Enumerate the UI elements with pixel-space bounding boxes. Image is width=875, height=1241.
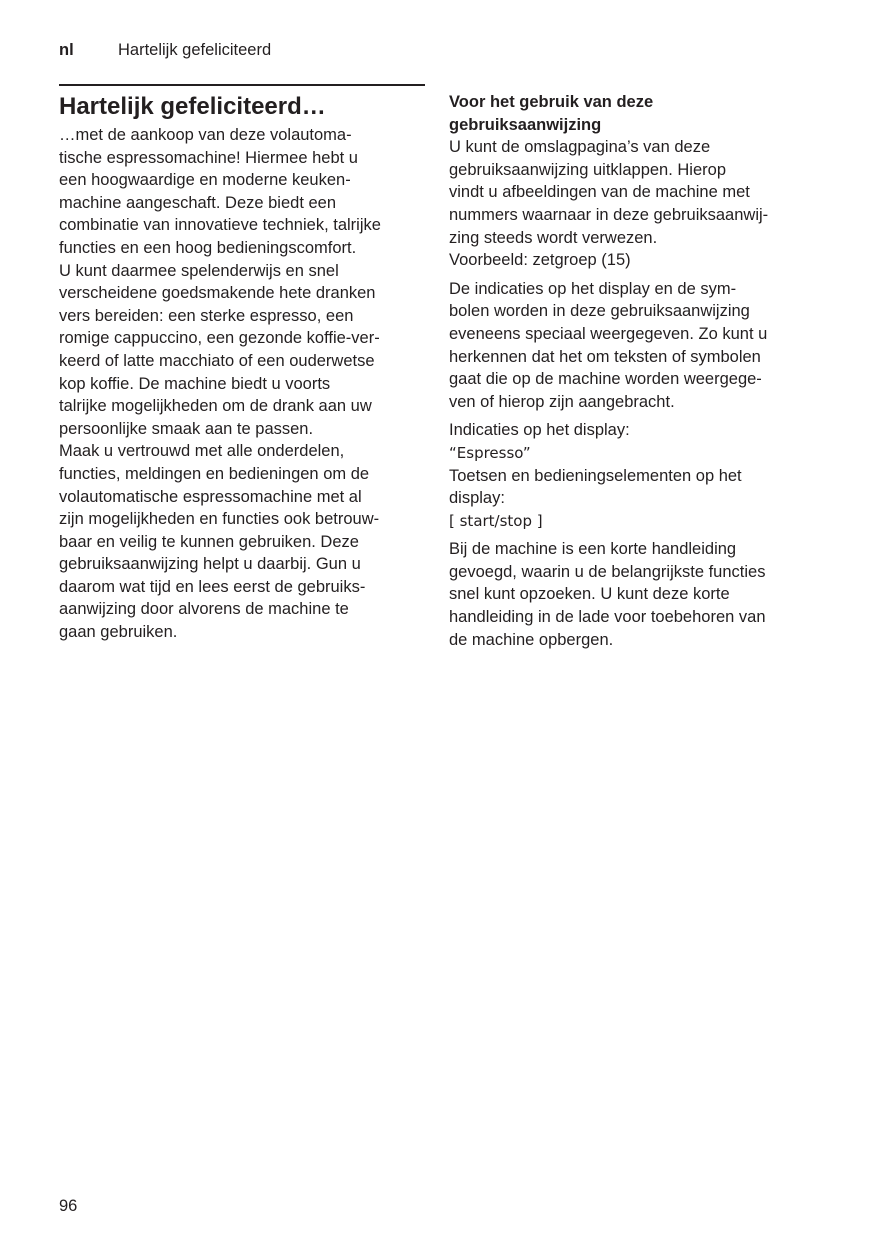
display-label: Indicaties op het display: xyxy=(449,421,630,440)
usage-paragraph: U kunt de omslagpagina’s van deze gebruiksaanwijzing uitklappen. Hierop vindt u afbeeldingen van de machine met nummers waarnaar in deze gebruiksaanwij- zing steeds wordt verwezen. Voorbeeld: zetgroep (15) xyxy=(449,138,769,270)
intro-paragraph: …met de aankoop van deze volautoma- tische espressomachine! Hiermee hebt u een hoogwaardige en moderne keuken- machine aangeschaft. Deze biedt een combinatie van innovatieve techniek, talrijke functies en een hoog bedieningscomfort. U kunt daarmee spelenderwijs en snel verscheidene goedsmakende hete dranken vers bereiden: een sterke espresso, een romige cappuccino, een gezonde koffie-ver- keerd of latte macchiato of een ouderwetse kop koffie. De machine biedt u voorts talrijke mogelijkheden om de drank aan uw persoonlijke smaak aan te passen. Maak u vertrouwd met alle onderdelen, functies, meldingen en bedieningen om de volautomatische espressomachine met al zijn mogelijkheden en functies ook betrouw- baar en veilig te kunnen gebruiken. Deze gebruiksaanwijzing helpt u daarbij. Gun u daarom wat tijd en lees eerst de gebruiks- aanwijzing door alvorens de machine te gaan gebruiken. xyxy=(59,126,381,642)
quick-guide-paragraph: Bij de machine is een korte handleiding gevoegd, waarin u de belangrijkste functies snel kunt opzoeken. U kunt deze korte handleiding in de lade voor toebehoren van de machine opbergen. xyxy=(449,540,766,649)
page-number: 96 xyxy=(59,1197,78,1215)
left-column xyxy=(59,84,425,644)
right-column xyxy=(449,91,821,651)
display-example: “Espresso” xyxy=(449,443,531,462)
subheading: Voor het gebruik van deze gebruiksaanwijzing xyxy=(449,93,654,134)
page-header xyxy=(59,40,271,60)
keys-example: [ start/stop ] xyxy=(449,511,543,530)
display-symbols-paragraph: De indicaties op het display en de sym- bolen worden in deze gebruiksaanwijzing eveneens speciaal weergegeven. Zo kunt u herkennen dat het om teksten of symbolen gaat die op de machine worden weergege- ven of hierop zijn aangebracht. xyxy=(449,279,768,411)
page-title: Hartelijk gefeliciteerd… xyxy=(59,93,326,120)
keys-label: Toetsen en bedieningselementen op het display: xyxy=(449,466,742,508)
section-title: Hartelijk gefeliciteerd xyxy=(118,41,272,59)
language-code: nl xyxy=(59,41,74,59)
